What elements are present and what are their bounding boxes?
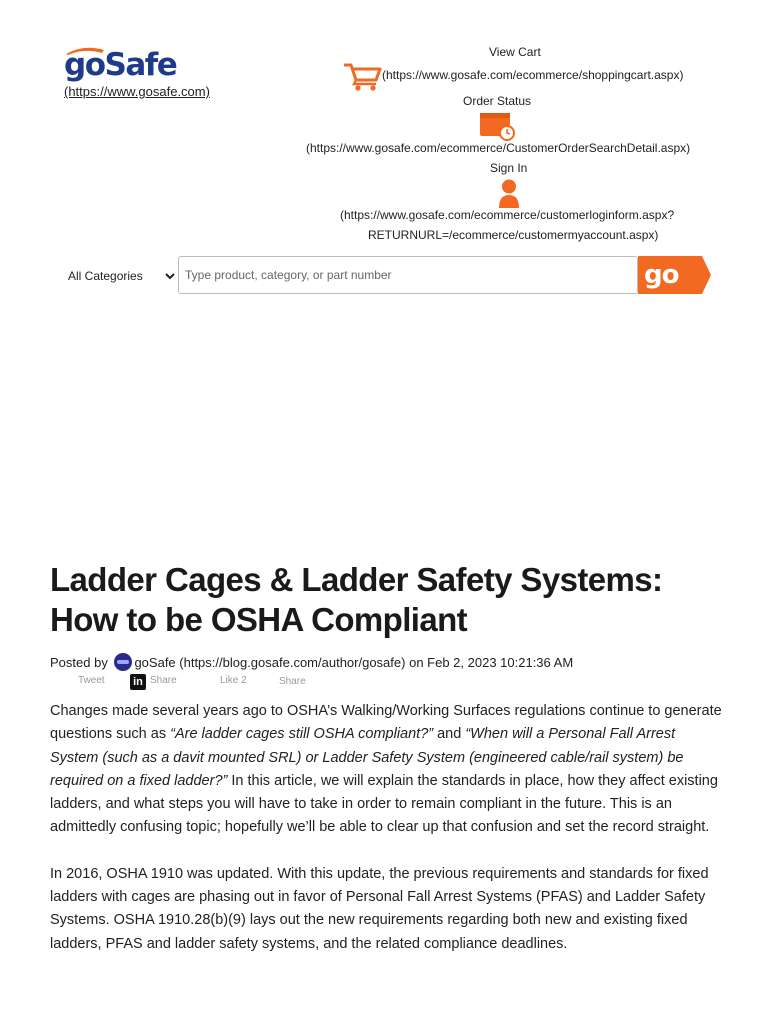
logo-wordmark: goSafe xyxy=(64,47,177,83)
logo-swoosh-icon xyxy=(64,46,106,56)
author-avatar xyxy=(114,653,132,671)
site-logo[interactable] xyxy=(64,47,210,101)
search-go-button[interactable]: go xyxy=(638,256,702,294)
nav-signin-url-cont[interactable]: RETURNURL=/ecommerce/customermyaccount.aspx) xyxy=(368,228,659,242)
category-select[interactable] xyxy=(64,256,178,296)
nav-signin-label[interactable]: Sign In xyxy=(490,161,528,175)
tweet-button[interactable]: Tweet xyxy=(78,675,105,686)
like-label: Like xyxy=(220,675,239,686)
post-meta xyxy=(50,653,573,672)
nav-signin-url[interactable]: (https://www.gosafe.com/ecommerce/customerloginform.aspx? xyxy=(340,208,675,222)
author-link[interactable]: goSafe (https://blog.gosafe.com/author/gosafe) xyxy=(134,655,406,670)
nav-cart-url[interactable]: (https://www.gosafe.com/ecommerce/shoppingcart.aspx) xyxy=(382,68,684,82)
article-title: Ladder Cages & Ladder Safety Systems: How to be OSHA Compliant xyxy=(50,561,663,638)
nav-order-label[interactable]: Order Status xyxy=(463,94,532,108)
article-paragraph: Changes made several years ago to OSHA’s Walking/Working Surfaces regulations continue to generate questions such as “Are ladder cages still OSHA compliant?” and “When will a Personal Fall Arrest System (such as a davit mounted SRL) or Ladder Safety System (engineered cable/rail system) be required on a fixed ladder?” In this article, we will explain the standards in place, how they affect existing ladders, and what steps you will have to take in order to remain compliant in the future. This is an admittedly confusing topic; hopefully we’ll be able to clear up that confusion and set the record straight. xyxy=(50,703,722,836)
logo-url-link[interactable]: (https://www.gosafe.com) xyxy=(64,84,210,99)
linkedin-icon[interactable]: in xyxy=(130,674,146,690)
article-body xyxy=(50,700,722,979)
facebook-like-button[interactable] xyxy=(220,673,247,689)
search-bar xyxy=(64,256,704,296)
like-count: 2 xyxy=(241,675,247,686)
shopping-cart-icon[interactable] xyxy=(342,62,382,92)
linkedin-share-button[interactable]: Share xyxy=(150,675,177,686)
post-date: on Feb 2, 2023 10:21:36 AM xyxy=(409,655,574,670)
user-account-icon[interactable] xyxy=(498,179,520,209)
facebook-share-button[interactable]: Share xyxy=(279,676,306,687)
posted-by-label: Posted by xyxy=(50,655,108,670)
nav-cart-label[interactable]: View Cart xyxy=(489,45,541,59)
go-button-arrow[interactable] xyxy=(702,256,711,294)
article-paragraph: In 2016, OSHA 1910 was updated. With this update, the previous requirements and standards for fixed ladders with cages are phasing out in favor of Personal Fall Arrest Systems (PFAS) and Ladder Safety Systems. OSHA 1910.28(b)(9) lays out the new requirements regarding both new and existing fixed ladders, PFAS and ladder safety systems, and the related compliance deadlines. xyxy=(50,865,709,952)
order-status-calendar-icon[interactable] xyxy=(479,111,515,141)
search-input[interactable] xyxy=(178,256,638,294)
nav-order-url[interactable]: (https://www.gosafe.com/ecommerce/CustomerOrderSearchDetail.aspx) xyxy=(306,141,691,155)
